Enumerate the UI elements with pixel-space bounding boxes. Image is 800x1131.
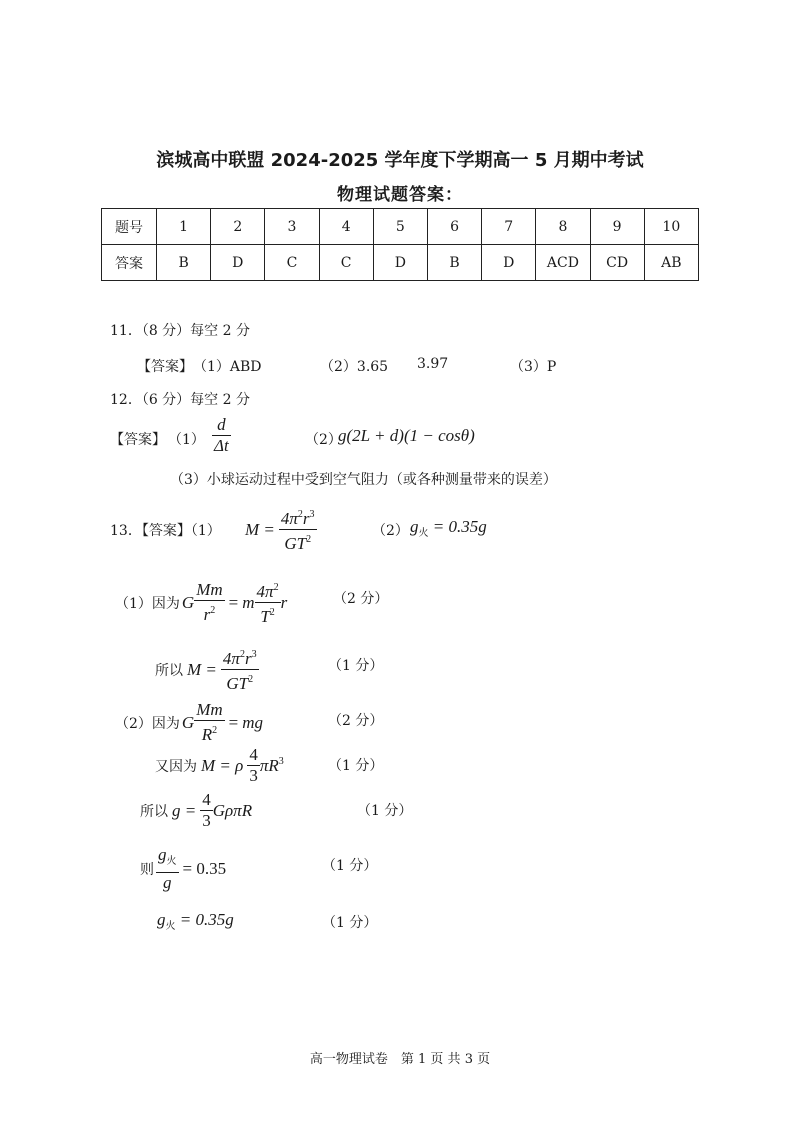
answer-cell: ACD [536,245,590,281]
q12-answer-tag: 【答案】 [110,432,166,448]
page-footer: 高一物理试卷 第 1 页 共 3 页 [309,1052,491,1067]
step-fraction: $\frac{4\pi^2r^3}{GT^2}$ [221,645,259,694]
step-prefix: 所以 [155,662,183,679]
q13-ans2-expr: $g_火 = 0.35g$ [410,517,487,539]
answer-cell: C [265,245,319,281]
q11-answer-tag: 【答案】 [137,359,193,375]
row-label: 题号 [102,209,157,245]
answer-cell: D [482,245,536,281]
q11-part1: （1）ABD [193,359,262,375]
answer-cell: AB [644,245,698,281]
q13-ans1-lhs: M = [245,519,275,539]
q13-ans2-label: （2） [372,523,409,539]
step-score: （1 分） [322,858,378,874]
answer-cell: B [157,245,211,281]
answer-cell: D [211,245,265,281]
step-fraction: $\frac{4\pi^2}{T^2}$ [255,578,281,627]
q13-ans1-fraction [279,505,317,554]
step-fraction: $\frac{4}{3}$ [249,745,258,785]
question-number: 1 [157,209,211,245]
q12-heading: 12．（6 分）每空 2 分 [110,392,250,408]
question-number: 4 [319,209,373,245]
question-number: 3 [265,209,319,245]
q13-step-2: 所以 M = $\frac{4\pi^2r^3}{GT^2}$ [155,645,259,694]
step-score: （2 分） [333,591,389,607]
fraction-numerator: $4\pi^2r^3$ [279,505,317,530]
q11-part3: （3）P [510,359,557,375]
step-fraction: $\frac{4}{3}$ [202,790,211,830]
q13-heading: 13．【答案】（1） [110,523,221,539]
step-fraction: $\frac{Mm}{R^2}$ [196,700,223,744]
question-number: 8 [536,209,590,245]
q12-part3: （3）小球运动过程中受到空气阻力（或各种测量带来的误差） [170,472,557,488]
answer-row [102,245,699,281]
q12-part2-expr: g(2L + d)(1 − cosθ) [338,426,475,445]
exam-title: 滨城高中联盟 2024-2025 学年度下学期高一 5 月期中考试 [156,150,644,171]
q12-part1-fraction [212,415,231,456]
q13-step-3: （2）因为 G $\frac{Mm}{R^2}$ = mg [115,700,264,744]
q13-step-4: 又因为 M = ρ $\frac{4}{3}$ $\pi R^3$ [155,745,284,785]
step-fraction: $\frac{Mm}{r^2}$ [196,580,223,624]
step-prefix: 则 [140,862,154,878]
answer-subtitle: 物理试题答案： [337,185,463,205]
fraction-denominator: $GT^2$ [284,534,312,553]
q11-part2-b: 3.97 [417,356,449,372]
question-number-row [102,209,699,245]
answer-cell: CD [590,245,644,281]
fraction-numerator: d [212,415,231,436]
step-prefix: 又因为 [155,758,197,775]
row-label: 答案 [102,245,157,281]
step-prefix: （2）因为 [115,715,180,732]
q11-heading: 11．（8 分）每空 2 分 [110,323,250,339]
step-prefix: （1）因为 [115,595,180,612]
question-number: 9 [590,209,644,245]
q13-answer-1 [245,505,317,554]
question-number: 2 [211,209,265,245]
q13-step-1: （1）因为 G $\frac{Mm}{r^2}$ = m $\frac{4\pi^2}{T^2}$ r [115,580,288,626]
step-score: （1 分） [322,915,378,931]
step-score: （1 分） [357,803,413,819]
question-number: 7 [482,209,536,245]
q13-step-6: 则 $\frac{g_火}{g}$ = 0.35 [140,845,227,892]
fraction-denominator: Δt [214,436,229,455]
question-number: 10 [644,209,698,245]
step-score: （1 分） [328,658,384,674]
step-score: （2 分） [328,713,384,729]
answer-cell: C [319,245,373,281]
q12-part2-label: （2） [305,432,342,448]
question-number: 6 [427,209,481,245]
q11-part2: （2）3.65 [320,359,389,375]
answer-table [101,208,699,281]
answer-cell: D [373,245,427,281]
step-prefix: 所以 [140,803,168,820]
q12-part1-label: （1） [168,432,205,448]
question-number: 5 [373,209,427,245]
step-score: （1 分） [328,758,384,774]
q13-step-7: $g_火 = 0.35g$ [157,910,234,932]
step-fraction: $\frac{g_火}{g}$ [158,845,177,892]
answer-cell: B [427,245,481,281]
q13-step-5: 所以 g = $\frac{4}{3}$ GρπR [140,790,253,830]
